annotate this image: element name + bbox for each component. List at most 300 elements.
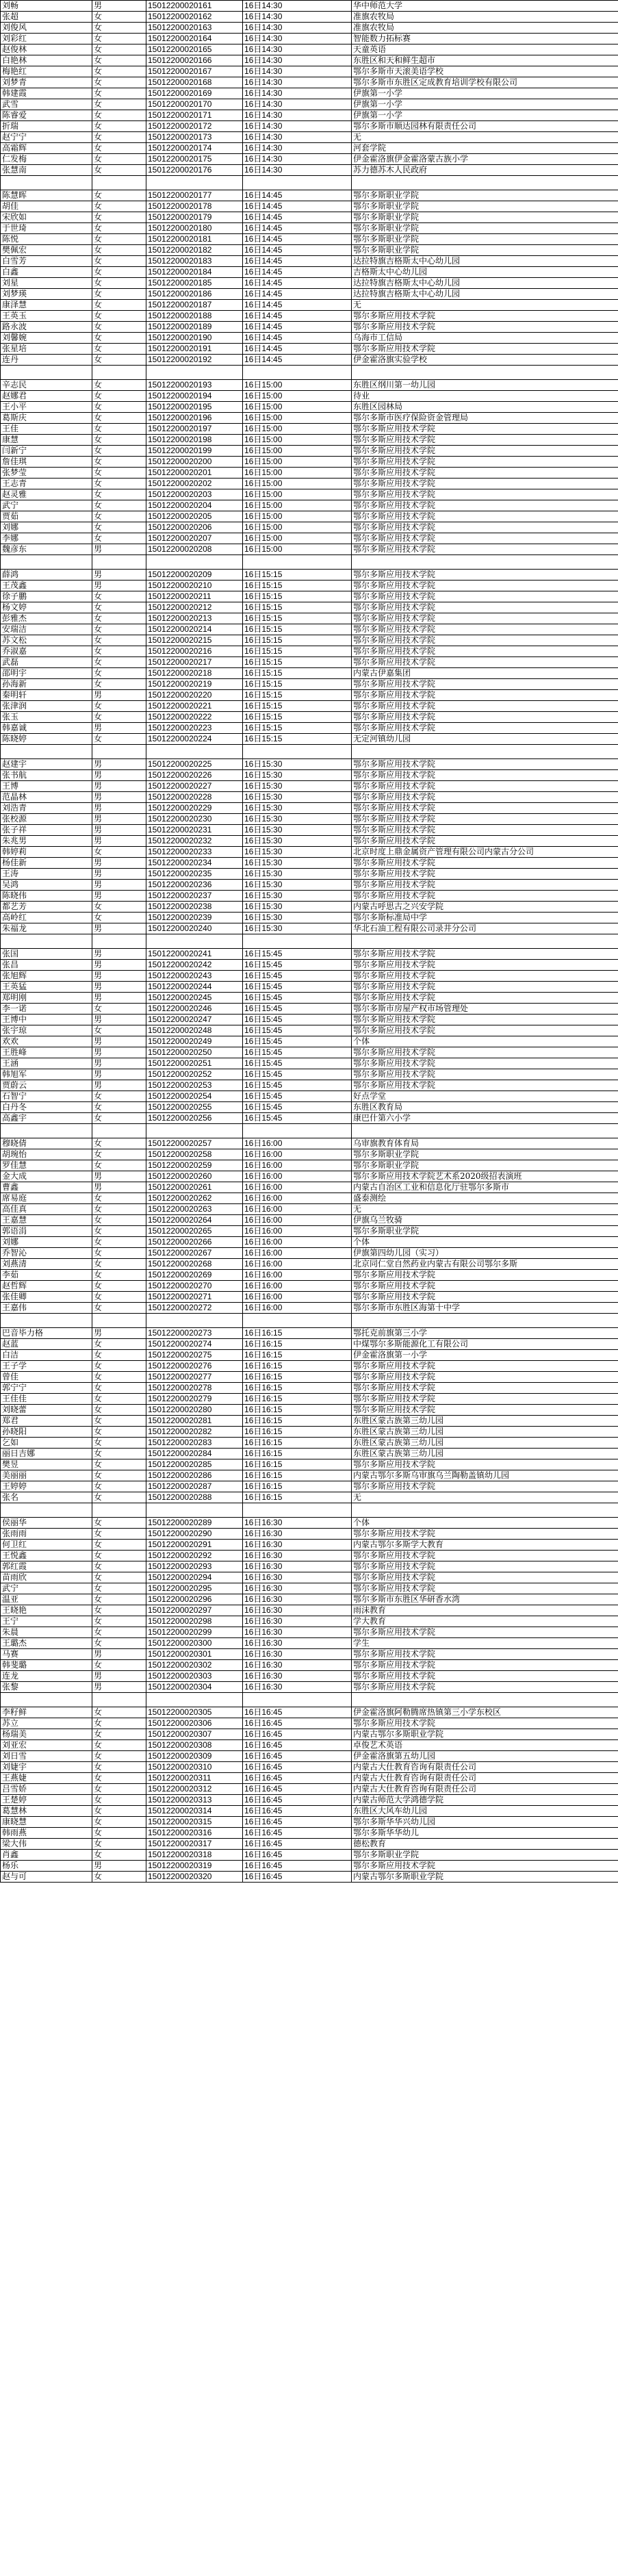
exam-id-cell[interactable]: 15012200020196 <box>146 413 243 424</box>
empty-cell[interactable] <box>146 1314 243 1328</box>
name-cell[interactable]: 张佳卿 <box>1 1292 92 1303</box>
gender-cell[interactable]: 女 <box>92 1459 146 1470</box>
organization-cell[interactable]: 鄂尔多斯应用技术学院 <box>352 869 618 880</box>
exam-id-cell[interactable]: 15012200020169 <box>146 88 243 99</box>
organization-cell[interactable]: 鄂尔多斯应用技术学院 <box>352 424 618 435</box>
exam-id-cell[interactable]: 15012200020192 <box>146 355 243 366</box>
exam-id-cell[interactable]: 15012200020261 <box>146 1182 243 1193</box>
exam-id-cell[interactable]: 15012200020267 <box>146 1248 243 1259</box>
exam-id-cell[interactable]: 15012200020204 <box>146 500 243 511</box>
name-cell[interactable]: 武宁 <box>1 500 92 511</box>
organization-cell[interactable]: 内蒙古师范大学鸿德学院 <box>352 1795 618 1806</box>
name-cell[interactable]: 张国 <box>1 949 92 960</box>
exam-id-cell[interactable]: 15012200020218 <box>146 668 243 679</box>
gender-cell[interactable]: 女 <box>92 1817 146 1828</box>
gender-cell[interactable]: 女 <box>92 1660 146 1671</box>
exam-time-cell[interactable]: 16日16:30 <box>243 1616 352 1627</box>
exam-time-cell[interactable]: 16日15:30 <box>243 923 352 934</box>
exam-time-cell[interactable]: 16日16:00 <box>243 1259 352 1270</box>
exam-time-cell[interactable]: 16日15:00 <box>243 468 352 479</box>
organization-cell[interactable]: 鄂尔多斯应用技术学院 <box>352 344 618 355</box>
exam-id-cell[interactable]: 15012200020237 <box>146 891 243 902</box>
exam-id-cell[interactable]: 15012200020221 <box>146 701 243 712</box>
name-cell[interactable]: 马赛 <box>1 1649 92 1660</box>
exam-time-cell[interactable]: 16日16:30 <box>243 1594 352 1605</box>
name-cell[interactable]: 张津润 <box>1 701 92 712</box>
name-cell[interactable]: 张雨雨 <box>1 1529 92 1540</box>
exam-time-cell[interactable]: 16日14:30 <box>243 23 352 34</box>
organization-cell[interactable]: 鄂尔多斯应用技术学院 <box>352 960 618 971</box>
exam-id-cell[interactable]: 15012200020298 <box>146 1616 243 1627</box>
gender-cell[interactable]: 女 <box>92 12 146 23</box>
organization-cell[interactable]: 待业 <box>352 391 618 402</box>
name-cell[interactable]: 石智宁 <box>1 1091 92 1102</box>
name-cell[interactable]: 康晓慧 <box>1 1817 92 1828</box>
gender-cell[interactable]: 女 <box>92 1270 146 1281</box>
organization-cell[interactable]: 鄂尔多斯应用技术学院 <box>352 723 618 734</box>
exam-time-cell[interactable]: 16日15:30 <box>243 869 352 880</box>
name-cell[interactable]: 刘彩红 <box>1 34 92 44</box>
exam-time-cell[interactable]: 16日16:00 <box>243 1204 352 1215</box>
gender-cell[interactable]: 女 <box>92 1113 146 1124</box>
gender-cell[interactable]: 女 <box>92 646 146 657</box>
gender-cell[interactable]: 女 <box>92 55 146 66</box>
empty-cell[interactable] <box>243 555 352 570</box>
organization-cell[interactable]: 鄂尔多斯应用技术学院 <box>352 1292 618 1303</box>
name-cell[interactable]: 张校源 <box>1 814 92 825</box>
name-cell[interactable]: 郑明刚 <box>1 993 92 1004</box>
exam-id-cell[interactable]: 15012200020303 <box>146 1671 243 1682</box>
name-cell[interactable]: 刘娜 <box>1 1237 92 1248</box>
organization-cell[interactable]: 鄂尔多斯应用技术学院 <box>352 781 618 792</box>
name-cell[interactable]: 吕雪娇 <box>1 1784 92 1795</box>
organization-cell[interactable]: 鄂尔多斯应用技术学院 <box>352 1551 618 1561</box>
organization-cell[interactable]: 鄂尔多斯应用技术学院 <box>352 591 618 602</box>
organization-cell[interactable]: 乌审旗教育体育局 <box>352 1138 618 1149</box>
name-cell[interactable]: 王婷婷 <box>1 1481 92 1492</box>
name-cell[interactable]: 乔淑嘉 <box>1 646 92 657</box>
exam-id-cell[interactable]: 15012200020163 <box>146 23 243 34</box>
organization-cell[interactable]: 鄂尔多斯应用技术学院 <box>352 891 618 902</box>
exam-id-cell[interactable]: 15012200020222 <box>146 712 243 723</box>
exam-time-cell[interactable]: 16日16:15 <box>243 1449 352 1459</box>
name-cell[interactable]: 仁发梅 <box>1 154 92 165</box>
gender-cell[interactable]: 男 <box>92 880 146 891</box>
organization-cell[interactable]: 东胜区蒙古族第三幼儿园 <box>352 1449 618 1459</box>
organization-cell[interactable]: 无 <box>352 300 618 311</box>
exam-time-cell[interactable]: 16日15:45 <box>243 1015 352 1025</box>
organization-cell[interactable]: 鄂尔多斯应用技术学院 <box>352 1718 618 1729</box>
exam-id-cell[interactable]: 15012200020241 <box>146 949 243 960</box>
exam-time-cell[interactable]: 16日15:30 <box>243 759 352 770</box>
empty-cell[interactable] <box>243 1124 352 1138</box>
exam-id-cell[interactable]: 15012200020198 <box>146 435 243 446</box>
exam-id-cell[interactable]: 15012200020205 <box>146 511 243 522</box>
gender-cell[interactable]: 女 <box>92 1449 146 1459</box>
name-cell[interactable]: 刘日雪 <box>1 1751 92 1762</box>
gender-cell[interactable]: 女 <box>92 391 146 402</box>
organization-cell[interactable]: 河套学院 <box>352 143 618 154</box>
organization-cell[interactable]: 鄂尔多斯应用技术学院 <box>352 1270 618 1281</box>
name-cell[interactable]: 王小平 <box>1 402 92 413</box>
exam-id-cell[interactable]: 15012200020279 <box>146 1394 243 1405</box>
exam-time-cell[interactable]: 16日15:15 <box>243 668 352 679</box>
exam-time-cell[interactable]: 16日14:45 <box>243 223 352 234</box>
gender-cell[interactable]: 女 <box>92 1718 146 1729</box>
name-cell[interactable]: 王胜峰 <box>1 1047 92 1058</box>
gender-cell[interactable]: 女 <box>92 679 146 690</box>
exam-id-cell[interactable]: 15012200020242 <box>146 960 243 971</box>
name-cell[interactable]: 都艺芳 <box>1 902 92 913</box>
exam-id-cell[interactable]: 15012200020161 <box>146 1 243 12</box>
exam-time-cell[interactable]: 16日16:45 <box>243 1872 352 1883</box>
gender-cell[interactable]: 女 <box>92 1416 146 1427</box>
gender-cell[interactable]: 女 <box>92 1594 146 1605</box>
exam-time-cell[interactable]: 16日15:45 <box>243 1025 352 1036</box>
organization-cell[interactable]: 鄂尔多斯应用技术学院 <box>352 1649 618 1660</box>
name-cell[interactable]: 刘畅 <box>1 1 92 12</box>
gender-cell[interactable]: 女 <box>92 1372 146 1383</box>
name-cell[interactable]: 白艳林 <box>1 55 92 66</box>
gender-cell[interactable]: 男 <box>92 1058 146 1069</box>
organization-cell[interactable]: 鄂尔多斯应用技术学院 <box>352 613 618 624</box>
empty-cell[interactable] <box>92 1124 146 1138</box>
gender-cell[interactable]: 女 <box>92 1638 146 1649</box>
gender-cell[interactable]: 男 <box>92 825 146 836</box>
name-cell[interactable]: 乞如 <box>1 1438 92 1449</box>
exam-id-cell[interactable]: 15012200020228 <box>146 792 243 803</box>
gender-cell[interactable]: 女 <box>92 256 146 267</box>
organization-cell[interactable]: 无 <box>352 1204 618 1215</box>
exam-time-cell[interactable]: 16日15:45 <box>243 993 352 1004</box>
gender-cell[interactable]: 男 <box>92 1080 146 1091</box>
organization-cell[interactable]: 鄂尔多斯华华幼儿 <box>352 1828 618 1839</box>
exam-time-cell[interactable]: 16日15:15 <box>243 723 352 734</box>
exam-time-cell[interactable]: 16日15:30 <box>243 792 352 803</box>
organization-cell[interactable]: 伊旗第四幼儿园（实习） <box>352 1248 618 1259</box>
exam-time-cell[interactable]: 16日15:00 <box>243 511 352 522</box>
exam-time-cell[interactable]: 16日15:30 <box>243 913 352 923</box>
exam-id-cell[interactable]: 15012200020232 <box>146 836 243 847</box>
gender-cell[interactable]: 男 <box>92 1182 146 1193</box>
organization-cell[interactable]: 鄂尔多斯应用技术学院 <box>352 858 618 869</box>
exam-time-cell[interactable]: 16日16:30 <box>243 1572 352 1583</box>
gender-cell[interactable]: 女 <box>92 1572 146 1583</box>
exam-time-cell[interactable]: 16日16:45 <box>243 1784 352 1795</box>
exam-id-cell[interactable]: 15012200020217 <box>146 657 243 668</box>
name-cell[interactable]: 苗雨欣 <box>1 1572 92 1583</box>
gender-cell[interactable]: 女 <box>92 913 146 923</box>
exam-id-cell[interactable]: 15012200020212 <box>146 602 243 613</box>
exam-id-cell[interactable]: 15012200020320 <box>146 1872 243 1883</box>
exam-time-cell[interactable]: 16日14:45 <box>243 289 352 300</box>
organization-cell[interactable]: 北京同仁堂自然药业内蒙古有限公司鄂尔多斯 <box>352 1259 618 1270</box>
gender-cell[interactable]: 女 <box>92 424 146 435</box>
exam-time-cell[interactable]: 16日14:30 <box>243 99 352 110</box>
name-cell[interactable]: 王博中 <box>1 1015 92 1025</box>
gender-cell[interactable]: 女 <box>92 1350 146 1361</box>
exam-time-cell[interactable]: 16日15:00 <box>243 413 352 424</box>
gender-cell[interactable]: 男 <box>92 891 146 902</box>
gender-cell[interactable]: 女 <box>92 511 146 522</box>
gender-cell[interactable]: 男 <box>92 1047 146 1058</box>
gender-cell[interactable]: 男 <box>92 1069 146 1080</box>
gender-cell[interactable]: 女 <box>92 1762 146 1773</box>
gender-cell[interactable]: 女 <box>92 500 146 511</box>
exam-id-cell[interactable]: 15012200020215 <box>146 635 243 646</box>
organization-cell[interactable]: 鄂尔多斯应用技术学院 <box>352 1069 618 1080</box>
gender-cell[interactable]: 女 <box>92 1226 146 1237</box>
exam-time-cell[interactable]: 16日14:30 <box>243 121 352 132</box>
gender-cell[interactable]: 女 <box>92 132 146 143</box>
organization-cell[interactable]: 乌海市工信局 <box>352 333 618 344</box>
gender-cell[interactable]: 女 <box>92 902 146 913</box>
organization-cell[interactable]: 鄂尔多斯职业学院 <box>352 223 618 234</box>
name-cell[interactable]: 张慧南 <box>1 165 92 176</box>
exam-id-cell[interactable]: 15012200020284 <box>146 1449 243 1459</box>
organization-cell[interactable]: 鄂尔多斯应用技术学院 <box>352 635 618 646</box>
name-cell[interactable]: 郭红霞 <box>1 1561 92 1572</box>
empty-cell[interactable] <box>243 176 352 190</box>
empty-cell[interactable] <box>146 555 243 570</box>
exam-id-cell[interactable]: 15012200020288 <box>146 1492 243 1503</box>
name-cell[interactable]: 彭雅杰 <box>1 613 92 624</box>
name-cell[interactable]: 刘晓蕾 <box>1 1405 92 1416</box>
exam-id-cell[interactable]: 15012200020191 <box>146 344 243 355</box>
exam-time-cell[interactable]: 16日16:45 <box>243 1729 352 1740</box>
name-cell[interactable]: 胡佳 <box>1 201 92 212</box>
name-cell[interactable]: 王楚婷 <box>1 1795 92 1806</box>
name-cell[interactable]: 刘婕宇 <box>1 1762 92 1773</box>
empty-cell[interactable] <box>243 745 352 759</box>
gender-cell[interactable]: 男 <box>92 993 146 1004</box>
empty-cell[interactable] <box>146 366 243 380</box>
exam-time-cell[interactable]: 16日16:30 <box>243 1649 352 1660</box>
name-cell[interactable]: 张名 <box>1 1492 92 1503</box>
exam-id-cell[interactable]: 15012200020255 <box>146 1102 243 1113</box>
organization-cell[interactable]: 达拉特旗吉格斯太中心幼儿园 <box>352 256 618 267</box>
empty-cell[interactable] <box>1 1503 92 1518</box>
gender-cell[interactable]: 女 <box>92 154 146 165</box>
gender-cell[interactable]: 女 <box>92 344 146 355</box>
exam-time-cell[interactable]: 16日14:30 <box>243 154 352 165</box>
gender-cell[interactable]: 女 <box>92 234 146 245</box>
organization-cell[interactable]: 鄂尔多斯应用技术学院 <box>352 500 618 511</box>
name-cell[interactable]: 白洁 <box>1 1350 92 1361</box>
gender-cell[interactable]: 女 <box>92 613 146 624</box>
exam-time-cell[interactable]: 16日14:30 <box>243 77 352 88</box>
exam-time-cell[interactable]: 16日16:00 <box>243 1303 352 1314</box>
empty-cell[interactable] <box>243 1314 352 1328</box>
exam-time-cell[interactable]: 16日15:00 <box>243 380 352 391</box>
organization-cell[interactable]: 伊金霍洛旗实验学校 <box>352 355 618 366</box>
exam-id-cell[interactable]: 15012200020312 <box>146 1784 243 1795</box>
exam-time-cell[interactable]: 16日14:45 <box>243 234 352 245</box>
name-cell[interactable]: 穆晓倩 <box>1 1138 92 1149</box>
organization-cell[interactable]: 天童英语 <box>352 44 618 55</box>
name-cell[interactable]: 赵与可 <box>1 1872 92 1883</box>
exam-id-cell[interactable]: 15012200020177 <box>146 190 243 201</box>
name-cell[interactable]: 杨文婷 <box>1 602 92 613</box>
gender-cell[interactable]: 男 <box>92 1682 146 1693</box>
exam-time-cell[interactable]: 16日15:45 <box>243 971 352 982</box>
exam-time-cell[interactable]: 16日14:45 <box>243 355 352 366</box>
gender-cell[interactable]: 男 <box>92 1328 146 1339</box>
exam-time-cell[interactable]: 16日15:15 <box>243 734 352 745</box>
name-cell[interactable]: 于世琦 <box>1 223 92 234</box>
exam-id-cell[interactable]: 15012200020164 <box>146 34 243 44</box>
exam-time-cell[interactable]: 16日15:15 <box>243 581 352 591</box>
exam-time-cell[interactable]: 16日15:00 <box>243 446 352 457</box>
exam-id-cell[interactable]: 15012200020227 <box>146 781 243 792</box>
name-cell[interactable]: 何卫红 <box>1 1540 92 1551</box>
gender-cell[interactable]: 男 <box>92 923 146 934</box>
name-cell[interactable]: 张玉 <box>1 712 92 723</box>
empty-cell[interactable] <box>92 1503 146 1518</box>
exam-time-cell[interactable]: 16日16:45 <box>243 1850 352 1861</box>
organization-cell[interactable]: 鄂尔多斯职业学院 <box>352 234 618 245</box>
organization-cell[interactable]: 北京时度上鼎金属资产管理有限公司内蒙古分公司 <box>352 847 618 858</box>
exam-time-cell[interactable]: 16日16:30 <box>243 1551 352 1561</box>
gender-cell[interactable]: 女 <box>92 1193 146 1204</box>
organization-cell[interactable]: 内蒙古鄂尔多斯学大教育 <box>352 1540 618 1551</box>
name-cell[interactable]: 巴音毕力格 <box>1 1328 92 1339</box>
gender-cell[interactable]: 男 <box>92 814 146 825</box>
exam-time-cell[interactable]: 16日16:15 <box>243 1394 352 1405</box>
name-cell[interactable]: 罗佳慧 <box>1 1160 92 1171</box>
organization-cell[interactable]: 鄂尔多斯应用技术学院 <box>352 880 618 891</box>
name-cell[interactable]: 王宁 <box>1 1616 92 1627</box>
exam-time-cell[interactable]: 16日15:45 <box>243 982 352 993</box>
name-cell[interactable]: 张梦莹 <box>1 468 92 479</box>
exam-id-cell[interactable]: 15012200020294 <box>146 1572 243 1583</box>
exam-id-cell[interactable]: 15012200020249 <box>146 1036 243 1047</box>
name-cell[interactable]: 张书航 <box>1 770 92 781</box>
name-cell[interactable]: 韩旭军 <box>1 1069 92 1080</box>
exam-id-cell[interactable]: 15012200020285 <box>146 1459 243 1470</box>
name-cell[interactable]: 郑君 <box>1 1416 92 1427</box>
organization-cell[interactable]: 盛泰测绘 <box>352 1193 618 1204</box>
exam-time-cell[interactable]: 16日15:00 <box>243 391 352 402</box>
name-cell[interactable]: 王佳佳 <box>1 1394 92 1405</box>
exam-time-cell[interactable]: 16日14:30 <box>243 44 352 55</box>
gender-cell[interactable]: 女 <box>92 121 146 132</box>
organization-cell[interactable]: 鄂尔多斯应用技术学院 <box>352 1481 618 1492</box>
exam-time-cell[interactable]: 16日14:30 <box>243 12 352 23</box>
exam-id-cell[interactable]: 15012200020257 <box>146 1138 243 1149</box>
name-cell[interactable]: 刘梦瑛 <box>1 289 92 300</box>
exam-time-cell[interactable]: 16日16:30 <box>243 1605 352 1616</box>
exam-id-cell[interactable]: 15012200020293 <box>146 1561 243 1572</box>
gender-cell[interactable]: 女 <box>92 267 146 278</box>
organization-cell[interactable]: 内蒙古大仕教育咨询有限责任公司 <box>352 1762 618 1773</box>
organization-cell[interactable]: 鄂尔多斯应用技术学院艺术系2020级招表演班 <box>352 1171 618 1182</box>
name-cell[interactable]: 苏文松 <box>1 635 92 646</box>
exam-time-cell[interactable]: 16日15:00 <box>243 457 352 468</box>
exam-id-cell[interactable]: 15012200020313 <box>146 1795 243 1806</box>
name-cell[interactable]: 赵哲辉 <box>1 1281 92 1292</box>
exam-time-cell[interactable]: 16日15:45 <box>243 1091 352 1102</box>
exam-id-cell[interactable]: 15012200020213 <box>146 613 243 624</box>
exam-id-cell[interactable]: 15012200020183 <box>146 256 243 267</box>
gender-cell[interactable]: 男 <box>92 982 146 993</box>
exam-id-cell[interactable]: 15012200020199 <box>146 446 243 457</box>
exam-id-cell[interactable]: 15012200020264 <box>146 1215 243 1226</box>
organization-cell[interactable]: 鄂尔多斯应用技术学院 <box>352 1660 618 1671</box>
organization-cell[interactable]: 东胜区大风车幼儿园 <box>352 1806 618 1817</box>
name-cell[interactable]: 张星培 <box>1 344 92 355</box>
gender-cell[interactable]: 女 <box>92 23 146 34</box>
gender-cell[interactable]: 男 <box>92 858 146 869</box>
organization-cell[interactable]: 鄂尔多斯应用技术学院 <box>352 836 618 847</box>
exam-time-cell[interactable]: 16日16:45 <box>243 1762 352 1773</box>
organization-cell[interactable]: 东胜区教育局 <box>352 1102 618 1113</box>
exam-time-cell[interactable]: 16日15:45 <box>243 1047 352 1058</box>
gender-cell[interactable]: 女 <box>92 668 146 679</box>
gender-cell[interactable]: 女 <box>92 657 146 668</box>
exam-id-cell[interactable]: 15012200020193 <box>146 380 243 391</box>
name-cell[interactable]: 韩嘉诚 <box>1 723 92 734</box>
exam-time-cell[interactable]: 16日16:15 <box>243 1361 352 1372</box>
exam-id-cell[interactable]: 15012200020309 <box>146 1751 243 1762</box>
empty-cell[interactable] <box>352 1124 618 1138</box>
exam-time-cell[interactable]: 16日16:15 <box>243 1405 352 1416</box>
exam-time-cell[interactable]: 16日14:45 <box>243 333 352 344</box>
gender-cell[interactable]: 男 <box>92 971 146 982</box>
exam-id-cell[interactable]: 15012200020219 <box>146 679 243 690</box>
organization-cell[interactable]: 鄂尔多斯应用技术学院 <box>352 646 618 657</box>
exam-id-cell[interactable]: 15012200020262 <box>146 1193 243 1204</box>
organization-cell[interactable]: 鄂尔多斯应用技术学院 <box>352 1058 618 1069</box>
name-cell[interactable]: 武雪 <box>1 99 92 110</box>
name-cell[interactable]: 康慧 <box>1 435 92 446</box>
empty-cell[interactable] <box>243 366 352 380</box>
exam-time-cell[interactable]: 16日15:00 <box>243 402 352 413</box>
exam-id-cell[interactable]: 15012200020238 <box>146 902 243 913</box>
exam-time-cell[interactable]: 16日16:45 <box>243 1773 352 1784</box>
name-cell[interactable]: 陈睿爱 <box>1 110 92 121</box>
exam-id-cell[interactable]: 15012200020214 <box>146 624 243 635</box>
exam-id-cell[interactable]: 15012200020259 <box>146 1160 243 1171</box>
organization-cell[interactable]: 内蒙古鄂尔多斯职业学院 <box>352 1872 618 1883</box>
organization-cell[interactable]: 鄂尔多斯应用技术学院 <box>352 803 618 814</box>
name-cell[interactable]: 郭语涓 <box>1 1226 92 1237</box>
gender-cell[interactable]: 女 <box>92 165 146 176</box>
gender-cell[interactable]: 男 <box>92 544 146 555</box>
gender-cell[interactable]: 男 <box>92 1671 146 1682</box>
exam-id-cell[interactable]: 15012200020302 <box>146 1660 243 1671</box>
organization-cell[interactable]: 准旗农牧局 <box>352 12 618 23</box>
name-cell[interactable]: 白雪芳 <box>1 256 92 267</box>
organization-cell[interactable]: 学大教育 <box>352 1616 618 1627</box>
exam-time-cell[interactable]: 16日16:45 <box>243 1707 352 1718</box>
exam-id-cell[interactable]: 15012200020266 <box>146 1237 243 1248</box>
empty-cell[interactable] <box>146 1503 243 1518</box>
exam-time-cell[interactable]: 16日14:30 <box>243 34 352 44</box>
exam-id-cell[interactable]: 15012200020263 <box>146 1204 243 1215</box>
exam-id-cell[interactable]: 15012200020289 <box>146 1518 243 1529</box>
empty-cell[interactable] <box>1 366 92 380</box>
organization-cell[interactable]: 内蒙古自治区工业和信息化厅驻鄂尔多斯市 <box>352 1182 618 1193</box>
name-cell[interactable]: 美丽丽 <box>1 1470 92 1481</box>
exam-time-cell[interactable]: 16日14:30 <box>243 143 352 154</box>
name-cell[interactable]: 金大成 <box>1 1171 92 1182</box>
gender-cell[interactable]: 女 <box>92 1551 146 1561</box>
exam-time-cell[interactable]: 16日16:45 <box>243 1806 352 1817</box>
exam-id-cell[interactable]: 15012200020165 <box>146 44 243 55</box>
exam-time-cell[interactable]: 16日15:30 <box>243 858 352 869</box>
exam-id-cell[interactable]: 15012200020234 <box>146 858 243 869</box>
